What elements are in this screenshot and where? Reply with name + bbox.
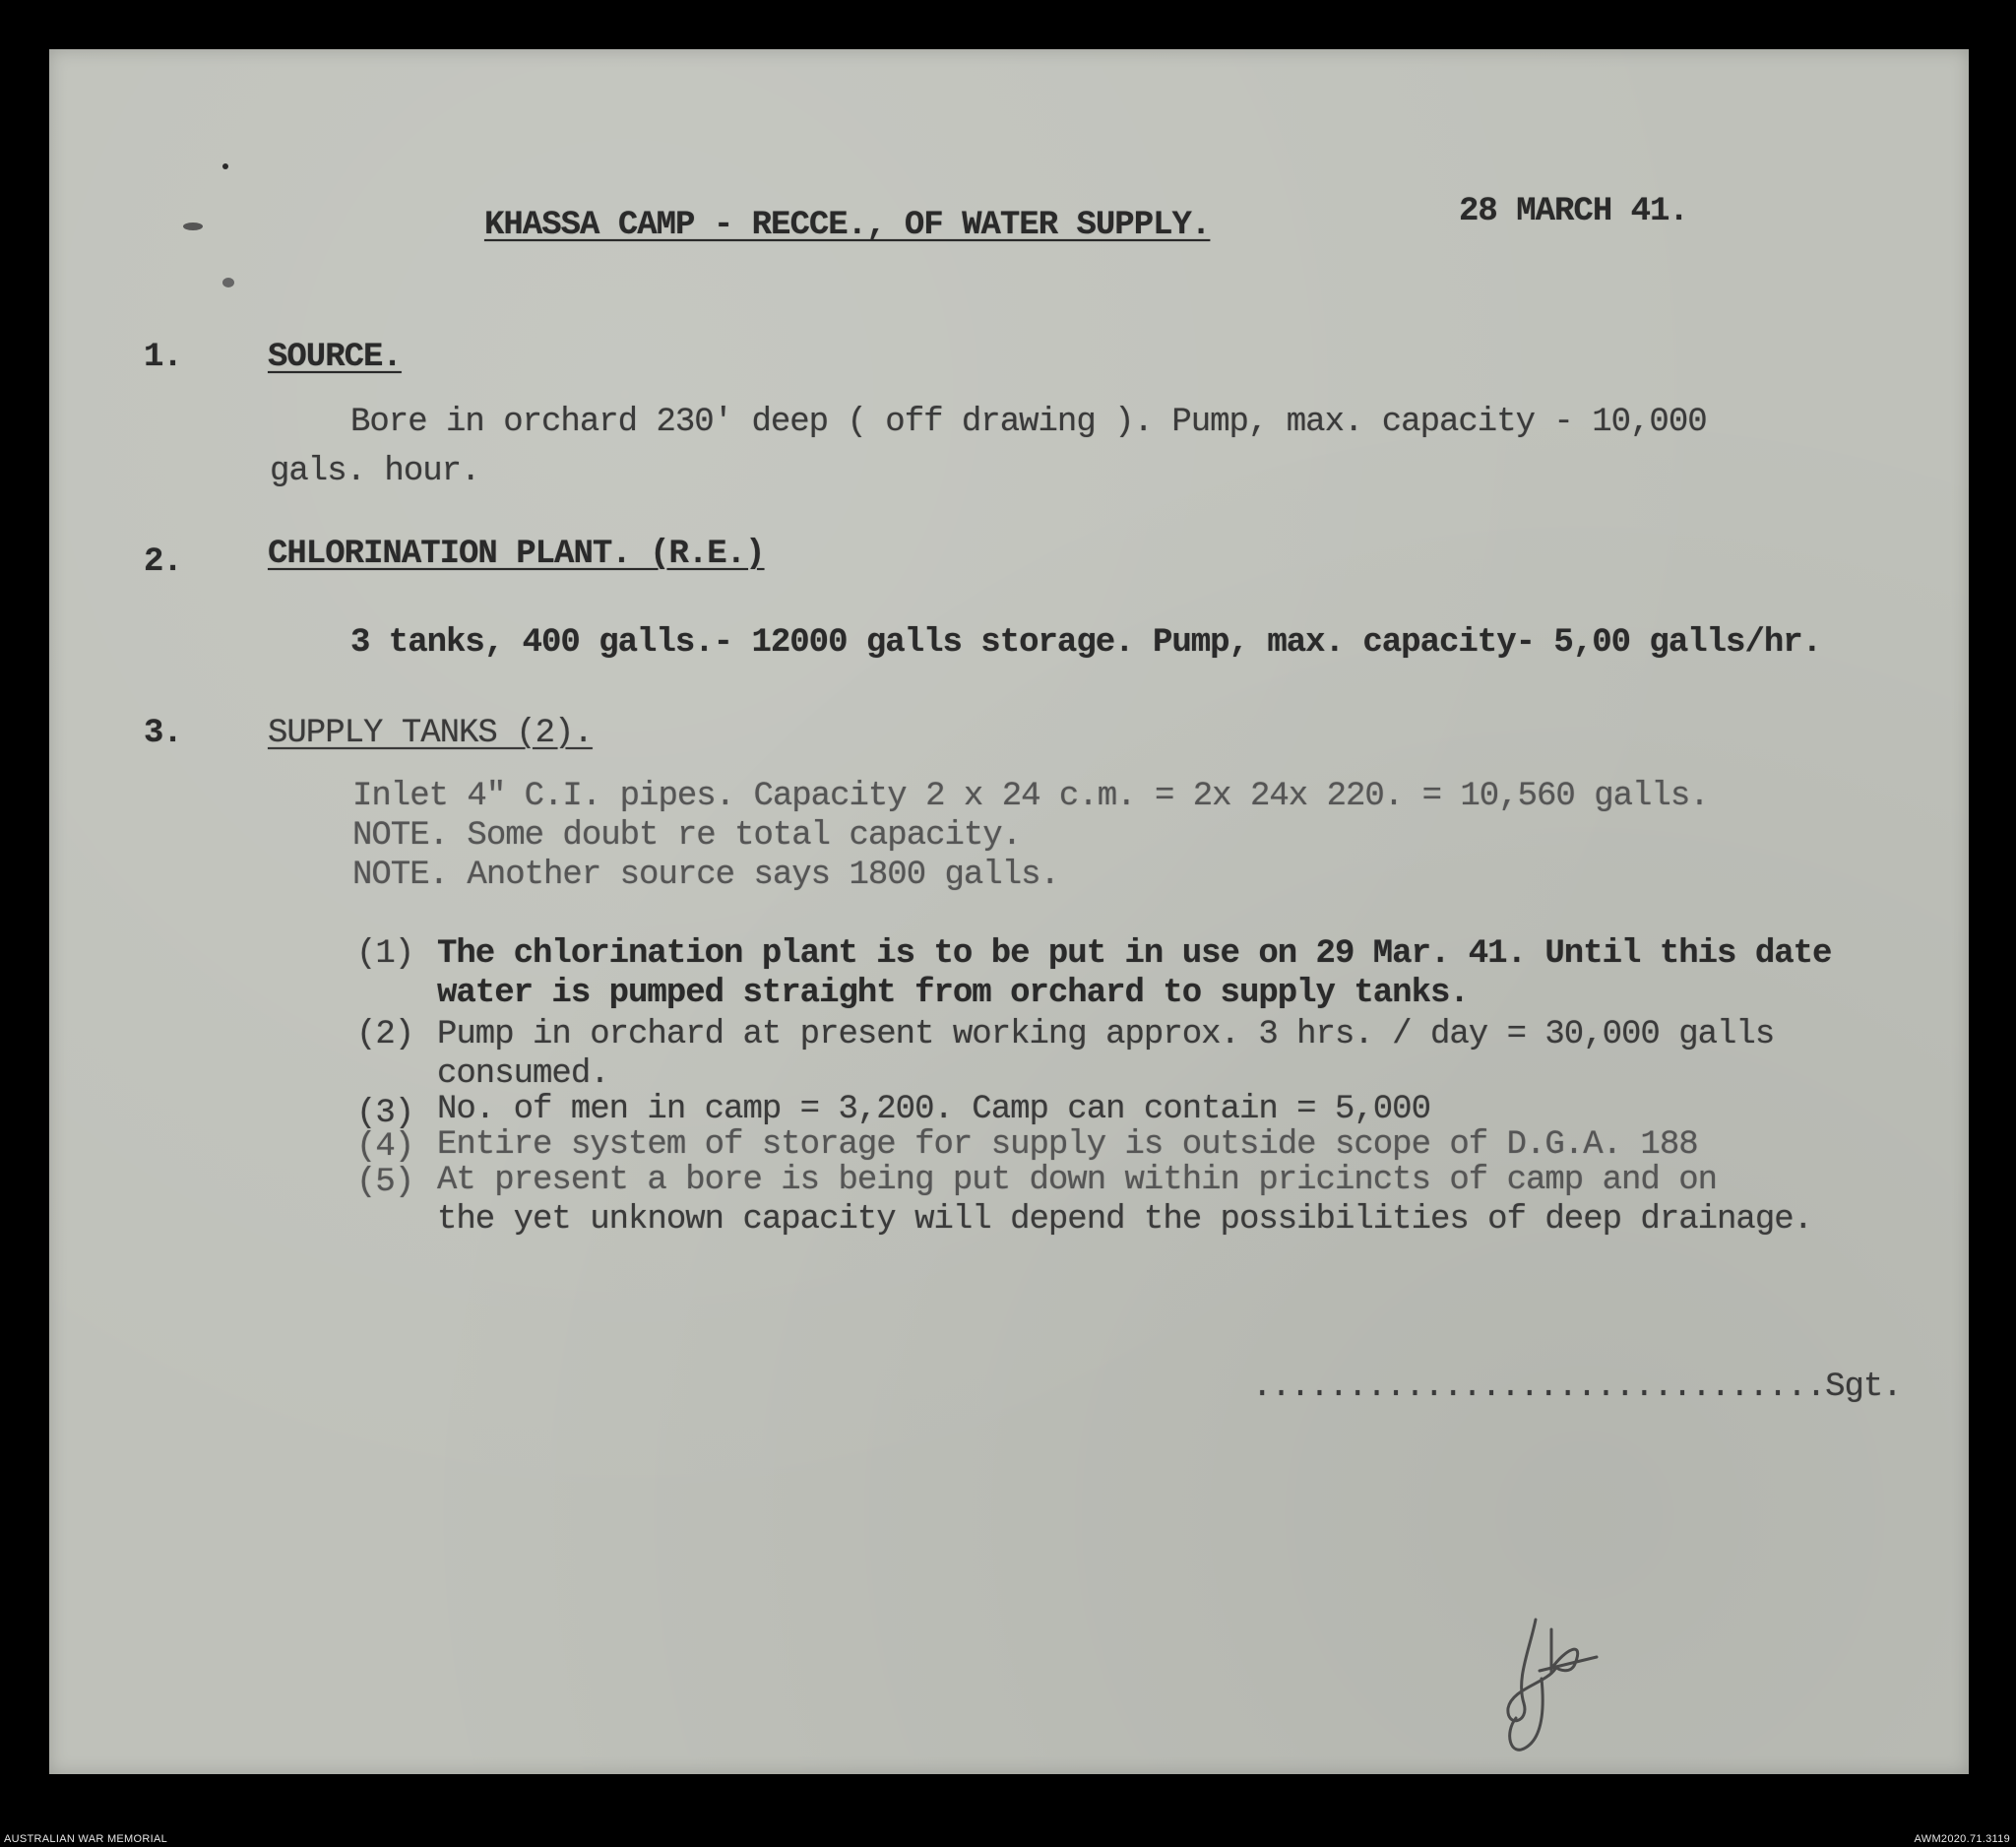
handwritten-initials [1486,1610,1605,1757]
section-number: 1. [144,339,182,376]
punch-mark [222,278,234,287]
archive-footer-bar [0,1821,2016,1847]
note-label: (2) [356,1016,414,1053]
section-line: NOTE. Another source says 1800 galls. [352,857,1059,894]
section-heading: SUPPLY TANKS (2). [268,715,593,752]
note-line: No. of men in camp = 3,200. Camp can contain = 5,000 [437,1091,1430,1128]
section-line: gals. hour. [270,453,480,490]
note-label: (1) [356,935,414,973]
section-line: Inlet 4" C.I. pipes. Capacity 2 x 24 c.m. = 2x 24x 220. = 10,560 galls. [352,778,1709,815]
document-title: KHASSA CAMP - RECCE., OF WATER SUPPLY. [484,207,1211,244]
note-label: (3) [356,1095,414,1132]
note-line: water is pumped straight from orchard to supply tanks. [437,975,1469,1012]
punch-mark [222,163,228,169]
section-heading: CHLORINATION PLANT. (R.E.) [268,536,765,573]
section-number: 3. [144,715,182,752]
note-line: consumed. [437,1055,609,1093]
signature-line: ..............................Sgt. [1252,1369,1902,1406]
archive-reference: AWM2020.71.3119 [1914,1833,2010,1845]
archive-name: AUSTRALIAN WAR MEMORIAL [4,1833,168,1845]
section-line: NOTE. Some doubt re total capacity. [352,817,1022,855]
section-line: Bore in orchard 230' deep ( off drawing ). Pump, max. capacity - 10,000 [350,404,1707,441]
note-line: At present a bore is being put down within pricincts of camp and on [437,1162,1718,1199]
section-line: 3 tanks, 400 galls.- 12000 galls storage. Pump, max. capacity- 5,00 galls/hr. [350,624,1822,662]
paper-sheet [49,49,1969,1774]
section-heading: SOURCE. [268,339,402,376]
note-line: Entire system of storage for supply is outside scope of D.G.A. 188 [437,1126,1698,1164]
note-label: (4) [356,1128,414,1166]
note-line: The chlorination plant is to be put in use on 29 Mar. 41. Until this date [437,935,1832,973]
section-number: 2. [144,543,182,581]
note-label: (5) [356,1164,414,1201]
note-line: Pump in orchard at present working approx. 3 hrs. / day = 30,000 galls [437,1016,1775,1053]
note-line: the yet unknown capacity will depend the possibilities of deep drainage. [437,1201,1813,1239]
punch-mark [183,223,203,230]
document-date: 28 MARCH 41. [1459,193,1688,230]
